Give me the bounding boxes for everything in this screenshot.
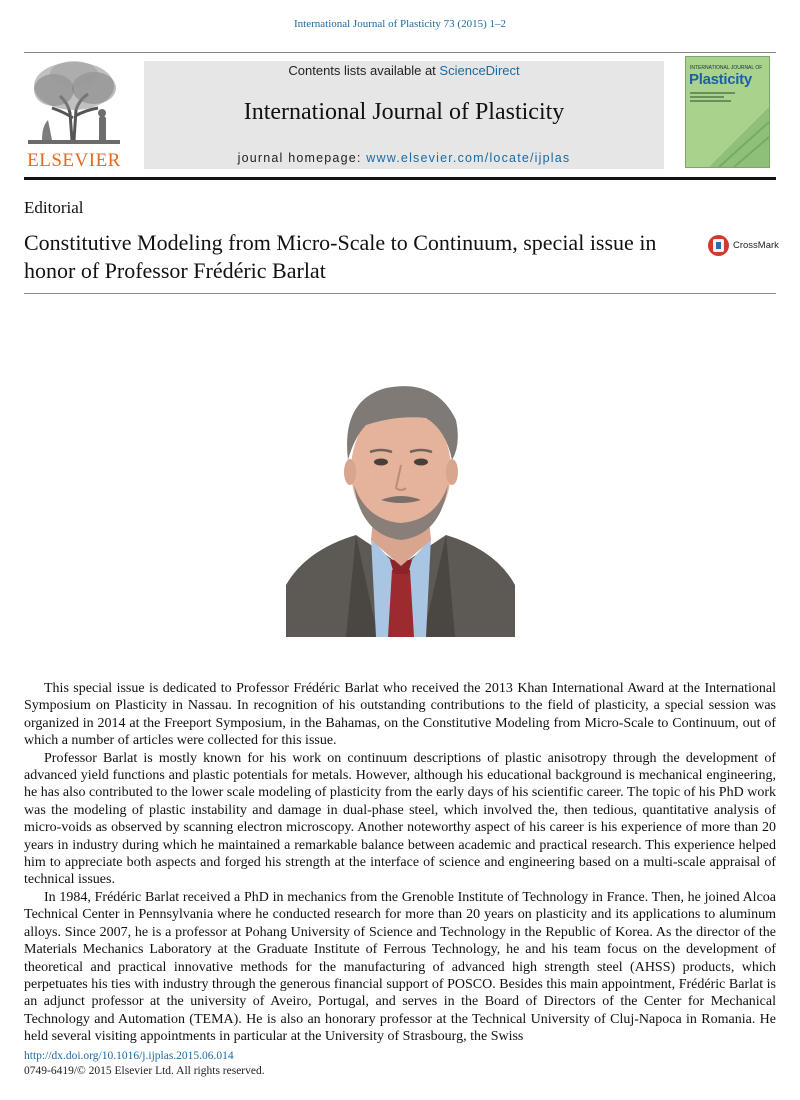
elsevier-wordmark: ELSEVIER xyxy=(27,150,121,171)
elsevier-logo[interactable] xyxy=(24,58,124,172)
copyright-line: 0749-6419/© 2015 Elsevier Ltd. All rights reserved. xyxy=(24,1065,265,1077)
section-label: Editorial xyxy=(24,198,84,217)
doi-link[interactable]: http://dx.doi.org/10.1016/j.ijplas.2015.06.014 xyxy=(24,1050,234,1062)
journal-banner xyxy=(144,61,664,169)
cover-graphic-icon xyxy=(709,87,769,167)
cover-subtitle: INTERNATIONAL JOURNAL OF xyxy=(690,65,763,71)
journal-cover-thumbnail[interactable] xyxy=(685,56,770,168)
cover-title: Plasticity xyxy=(689,71,752,88)
journal-homepage xyxy=(144,151,664,165)
article-title: Constitutive Modeling from Micro-Scale to Continuum, special issue in honor of Professor Frédéric Barlat xyxy=(24,230,657,283)
article-body xyxy=(24,680,776,1046)
body-paragraph: In 1984, Frédéric Barlat received a PhD in mechanics from the Grenoble Institute of Technology in France. Then, he joined Alcoa Technical Center in Pennsylvania where he conducted research for more than 20 years on plasticity and its applications to aluminum alloys. Since 2007, he is a professor at Pohang University of Science and Technology in the Republic of Korea. As the director of the Materials Mechanics Laboratory at the Graduate Institute of Ferrous Technology, he and his team focus on the development of theoretical and practical innovative methods for the manufacturing of advanced high strength steel (AHSS) products, which perpetuates his ties with industry through the generous financial support of POSCO. Besides this main appointment, Frédéric Barlat is an adjunct professor at the university of Aveiro, Portugal, and serves in the Board of Directors of the Center for Mechanical Technology and Automation (TEMA). He is also an honorary professor at the Technical University of Cluj-Napoca in Romania. He held several visiting appointments in particular at the University of Strasbourg, the Swiss xyxy=(24,889,776,1045)
portrait-photo xyxy=(286,360,515,637)
journal-citation[interactable]: International Journal of Plasticity 73 (2015) 1–2 xyxy=(293,18,506,30)
homepage-link[interactable]: www.elsevier.com/locate/ijplas xyxy=(366,151,571,165)
header-thick-rule xyxy=(24,177,776,180)
contents-line xyxy=(144,63,664,78)
homepage-prefix: journal homepage: xyxy=(237,151,362,165)
sciencedirect-link[interactable]: ScienceDirect xyxy=(439,63,520,78)
header-rule xyxy=(24,52,776,53)
crossmark-icon xyxy=(708,235,729,256)
crossmark-label: CrossMark xyxy=(733,240,779,251)
crossmark-badge[interactable] xyxy=(708,235,778,257)
page-footer xyxy=(24,1049,265,1079)
contents-prefix: Contents lists available at xyxy=(288,63,436,78)
body-paragraph: This special issue is dedicated to Professor Frédéric Barlat who received the 2013 Khan International Award at the International Symposium on Plasticity in Nassau. In recognition of his outstanding contributions to the field of plasticity, a special session was organized in 2014 at the Freeport Symposium, in the Bahamas, on the Constitutive Modeling from Micro-Scale to Continuum, out of which a number of articles were collected for this issue. xyxy=(24,681,776,749)
journal-title: International Journal of Plasticity xyxy=(243,99,565,125)
body-paragraph: Professor Barlat is mostly known for his work on continuum descriptions of plastic anisotropy through the development of advanced yield functions and plastic potentials for metals. However, although his educational background is mechanical engineering, he has also contributed to the lower scale modeling of plasticity from the early days of his scientific career. The topic of his PhD work was the modeling of plastic instability and damage in dual-phase steel, which involved the, then tedious, quantitative analysis of micro-voids as observed by scanning electron microscopy. Another noteworthy aspect of his career is his experience of more than 20 years in industry during which he maintained a remarkable balance between academic and practical research. This experience helped him to appreciate both aspects and forged his strength at the interface of science and engineering based on a multi-scale appraisal of technical issues. xyxy=(24,750,776,888)
title-rule xyxy=(24,293,776,294)
elsevier-tree-icon xyxy=(24,58,124,150)
